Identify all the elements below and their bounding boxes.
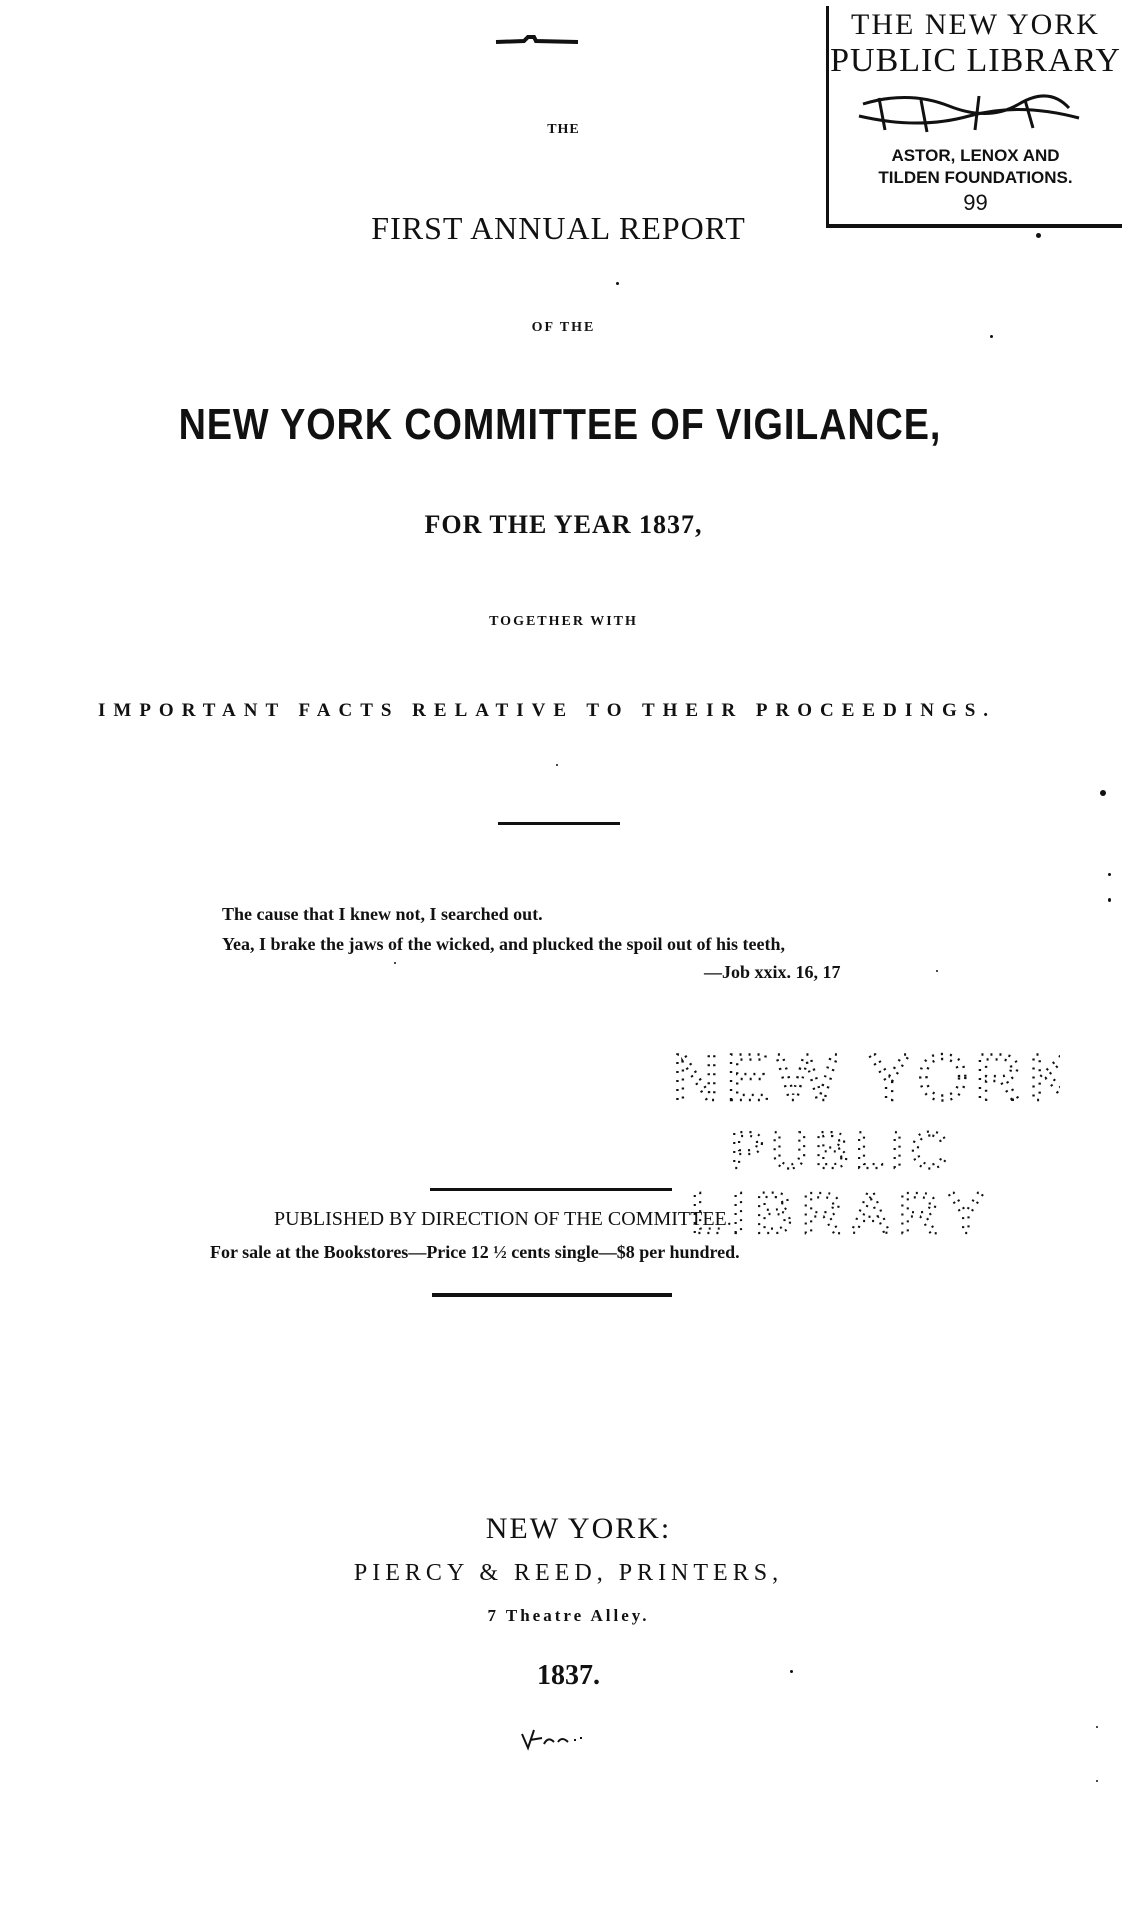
perforated-line-3: LIBRARY xyxy=(690,1181,994,1238)
imprint-year: 1837. xyxy=(537,1660,600,1691)
epigraph-line-2: Yea, I brake the jaws of the wicked, and plucked the spoil out of his teeth, xyxy=(222,934,786,954)
title-report: FIRST ANNUAL REPORT xyxy=(371,210,746,246)
epigraph-line-1: The cause that I knew not, I searched out. xyxy=(222,904,543,924)
stamp-line-4: TILDEN FOUNDATIONS. xyxy=(878,168,1073,187)
perforated-line-2: PUBLIC xyxy=(730,1122,954,1180)
stamp-line-3: ASTOR, LENOX AND xyxy=(891,146,1060,165)
stamp-line-1: THE NEW YORK xyxy=(851,8,1100,41)
perforated-stamp xyxy=(660,1028,1060,1238)
imprint-address: 7 Theatre Alley. xyxy=(487,1606,650,1625)
epigraph-citation: —Job xxix. 16, 17 xyxy=(704,962,841,982)
price-line: For sale at the Bookstores—Price 12 ½ cents single—$8 per hundred. xyxy=(210,1242,740,1262)
handwritten-mark-icon xyxy=(518,1724,588,1754)
title-year: FOR THE YEAR 1837, xyxy=(424,510,703,539)
perforated-line-1: NEW YORK xyxy=(672,1040,1060,1114)
top-mark xyxy=(494,32,580,42)
imprint-city: NEW YORK: xyxy=(485,1512,672,1545)
stamp-line-2: PUBLIC LIBRARY xyxy=(830,42,1121,79)
published-by: PUBLISHED BY DIRECTION OF THE COMMITTEE. xyxy=(274,1208,732,1230)
imprint-printers: PIERCY & REED, PRINTERS, xyxy=(353,1560,784,1586)
title-the: THE xyxy=(547,122,580,137)
divider-rule-1 xyxy=(498,822,620,825)
library-stamp xyxy=(826,6,1122,228)
divider-rule-2 xyxy=(430,1188,672,1191)
title-committee: NEW YORK COMMITTEE OF VIGILANCE, xyxy=(178,400,942,449)
divider-rule-3 xyxy=(432,1293,672,1297)
stamp-number: 99 xyxy=(963,190,988,215)
title-facts: IMPORTANT FACTS RELATIVE TO THEIR PROCEEDINGS. xyxy=(98,700,997,721)
title-of-the: OF THE xyxy=(531,320,596,335)
title-together-with: TOGETHER WITH xyxy=(489,614,638,629)
